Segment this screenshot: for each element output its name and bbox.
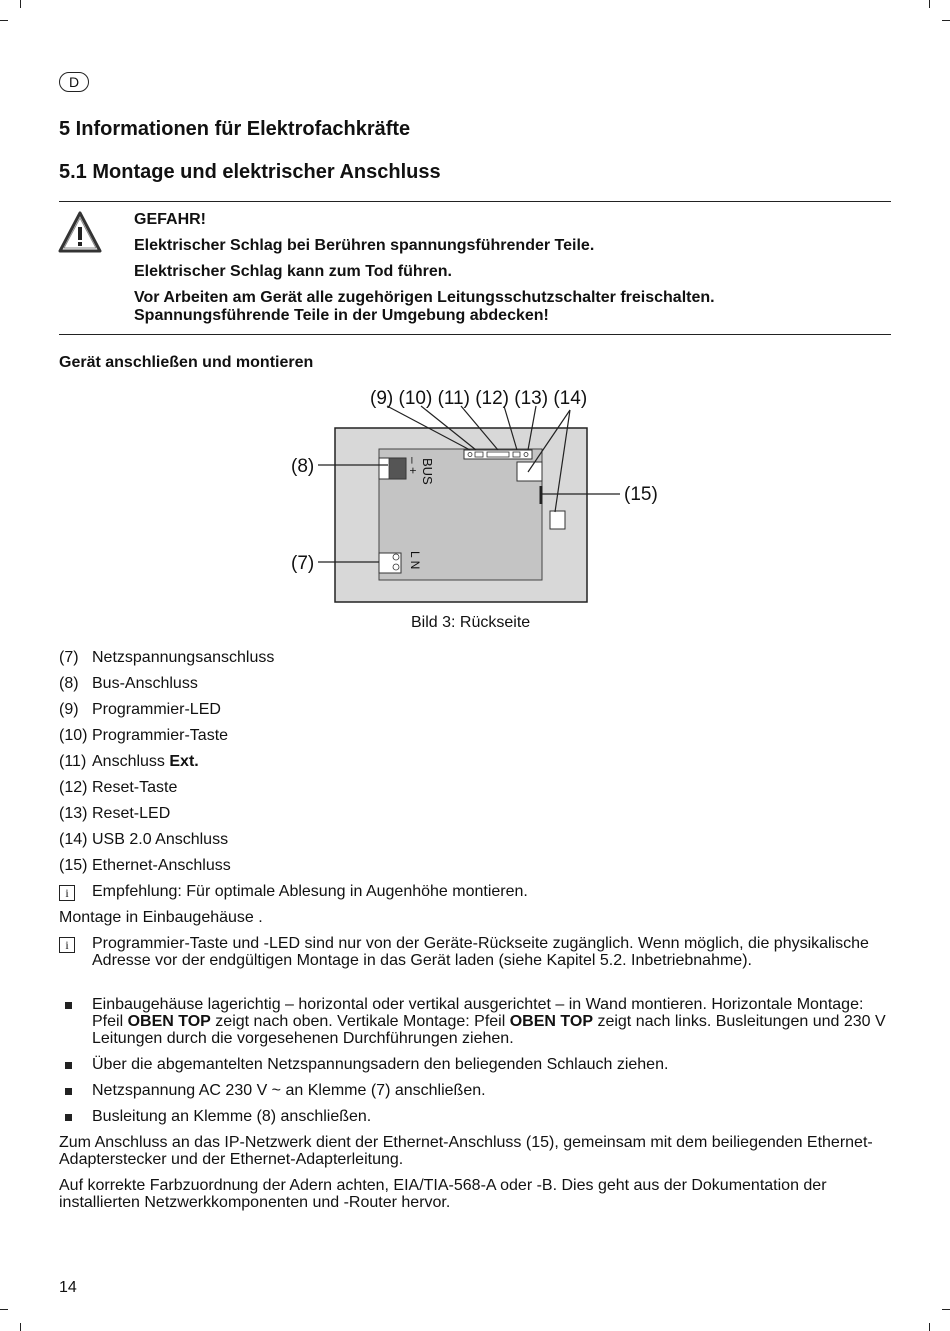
crop-mark [0,1309,8,1310]
callout-label-7: (7) [291,553,315,574]
bullet-text: Busleitung an Klemme (8) anschließen. [92,1108,372,1125]
warning-text: Vor Arbeiten am Gerät alle zugehörigen Leitungsschutzschalter freischalten. [134,289,715,306]
usb-port [517,462,542,481]
paragraph: Auf korrekte Farbzuordnung der Adern achten, EIA/TIA-568-A oder -B. Dies geht aus der Dokumentation der installierten Netzwerkkomponenten und -Router hervor. [59,1177,827,1211]
crop-mark [929,0,930,8]
mains-screw [393,554,399,560]
bullet-text-part: zeigt nach links. Busleitungen und 230 V Leitungen durch die vorgesehenen Durchführungen ziehen. [92,1013,886,1047]
crop-mark [20,0,21,8]
programming-led [468,453,472,457]
bullet-marker [59,1108,79,1128]
page-number: 14 [59,1279,77,1296]
item-number: (8) [59,675,79,692]
warning-title: GEFAHR! [134,211,206,228]
divider [59,201,891,202]
reset-button [513,452,520,457]
info-icon: i [59,937,75,953]
item-number: (10) [59,727,88,744]
bullet-text-bold: OBEN TOP [127,1013,211,1030]
crop-mark [0,20,8,21]
bullet-marker [59,1056,79,1076]
item-text-plain: Anschluss [92,753,170,770]
montage-text: Montage in Einbaugehäuse . [59,909,263,926]
bus-terminal-body [389,458,406,479]
item-text: Ethernet-Anschluss [92,857,231,874]
callout-labels-top: (9) (10) (11) (12) (13) (14) [370,388,588,409]
crop-mark [942,1309,950,1310]
bullet-text: Netzspannung AC 230 V ~ an Klemme (7) anschließen. [92,1082,486,1099]
programming-button [475,452,483,457]
ln-label: L N [408,551,422,570]
info-icon: i [59,885,75,901]
mains-screw [393,564,399,570]
ext-port [487,452,509,457]
item-text: Netzspannungsanschluss [92,649,275,666]
device-rear-diagram [280,380,680,620]
section-title: 5 Informationen für Elektrofachkräfte [59,118,411,140]
reset-led [524,453,528,457]
item-number: (9) [59,701,79,718]
warning-text: Elektrischer Schlag bei Berühren spannungsführender Teile. [134,237,595,254]
section-subtitle: 5.1 Montage und elektrischer Anschluss [59,161,441,183]
bullet-text: Über die abgemantelten Netzspannungsadern den beliegenden Schlauch ziehen. [92,1056,669,1073]
item-number: (7) [59,649,79,666]
item-number: (12) [59,779,88,796]
callout-label-15: (15) [624,484,658,505]
bullet-marker [59,996,79,1016]
bullet-text [92,996,892,1047]
item-text: Bus-Anschluss [92,675,198,692]
bullet-text-bold: OBEN TOP [509,1013,593,1030]
divider [59,334,891,335]
item-text-bold: Ext. [169,753,199,770]
info-text: Empfehlung: Für optimale Ablesung in Augenhöhe montieren. [92,883,528,900]
figure-caption: Bild 3: Rückseite [411,614,531,631]
crop-mark [929,1323,930,1331]
callout-label-8: (8) [291,456,315,477]
item-number: (14) [59,831,88,848]
item-number: (11) [59,753,87,770]
info-text: Programmier-Taste und -LED sind nur von der Geräte-Rückseite zugänglich. Wenn möglich, die physikalische Adresse vor der endgültigen Montage in das Gerät laden (siehe Kapitel 5.2. Inbetriebnahme). [92,935,869,969]
item-text: USB 2.0 Anschluss [92,831,229,848]
item-text: Reset-LED [92,805,171,822]
paragraph: Zum Anschluss an das IP-Netzwerk dient der Ethernet-Anschluss (15), gemeinsam mit dem beiliegenden Ethernet-Adapterstecker und der Ethernet-Adapterleitung. [59,1134,873,1168]
warning-text: Spannungsführende Teile in der Umgebung abdecken! [134,307,549,324]
item-text: Reset-Taste [92,779,178,796]
bullet-text-part: zeigt nach oben. Vertikale Montage: Pfeil [210,1013,510,1030]
ethernet-port [550,511,565,529]
bus-polarity: – + [406,457,420,475]
bus-label: BUS [420,458,435,485]
bullet-text-part: Einbaugehäuse lagerichtig – horizontal oder vertikal ausgerichtet – in Wand montieren. Horizontale Montage: Pfeil [92,996,864,1030]
subheading: Gerät anschließen und montieren [59,354,314,371]
bullet-marker [59,1082,79,1102]
item-text: Programmier-LED [92,701,221,718]
crop-mark [942,20,950,21]
warning-triangle-icon [58,211,102,253]
item-number: (15) [59,857,88,874]
language-badge: D [59,72,89,92]
item-text [92,753,199,771]
item-number: (13) [59,805,88,822]
warning-text: Elektrischer Schlag kann zum Tod führen. [134,263,452,280]
item-text: Programmier-Taste [92,727,229,744]
crop-mark [20,1323,21,1331]
